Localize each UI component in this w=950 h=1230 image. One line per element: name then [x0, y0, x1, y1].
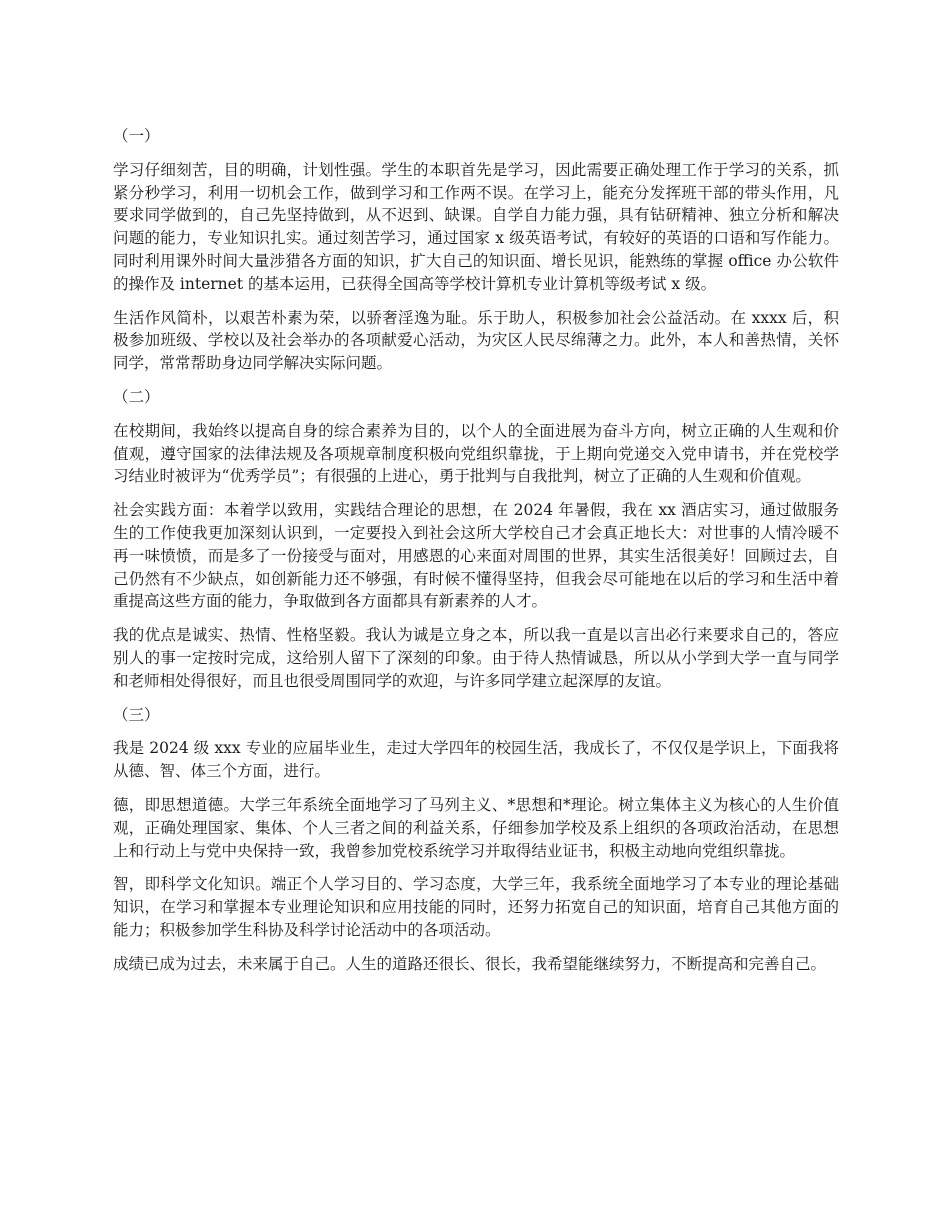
section-heading-3: （三）	[113, 705, 160, 724]
paragraph-morality: 德，即思想道德。大学三年系统全面地学习了马列主义、*思想和*理论。树立集体主义为核心的人生价值观，正确处理国家、集体、个人三者之间的利益关系，仔细参加学校及系上组织的各项政治活动，在思想上和行动上与党中央保持一致，我曾参加党校系统学习并取得结业证书，积极主动地向党组织靠拢。	[113, 795, 839, 860]
paragraph-knowledge: 智，即科学文化知识。端正个人学习目的、学习态度，大学三年，我系统全面地学习了本专业的理论基础知识，在学习和掌握本专业理论知识和应用技能的同时，还努力拓宽自己的知识面，培育自己其他方面的能力；积极参加学生科协及科学讨论活动中的各项活动。	[113, 875, 839, 939]
document-page	[113, 125, 839, 987]
paragraph-introduction: 我是 2024 级 xxx 专业的应届毕业生，走过大学四年的校园生活，我成长了，不仅仅是学识上，下面我将从德、智、体三个方面，进行。	[113, 739, 839, 781]
section-heading-2: （二）	[113, 387, 160, 406]
paragraph-strengths: 我的优点是诚实、热情、性格坚毅。我认为诚是立身之本，所以我一直是以言出必行来要求自己的，答应别人的事一定按时完成，这给别人留下了深刻的印象。由于待人热情诚恳，所以从小学到大学一直与同学和老师相处得很好，而且也很受周围同学的欢迎，与许多同学建立起深厚的友谊。	[113, 626, 839, 690]
section-heading-1: （一）	[113, 127, 160, 145]
paragraph-conclusion: 成绩已成为过去，未来属于自己。人生的道路还很长、很长，我希望能继续努力，不断提高和完善自己。	[113, 954, 827, 973]
paragraph-social-practice: 社会实践方面：本着学以致用，实践结合理论的思想，在 2024 年暑假，我在 xx 酒店实习，通过做服务生的工作使我更加深刻认识到，一定要投入到社会这所大学校自己才会真正地长大：对世事的人情冷暖不再一味愤愤，而是多了一份接受与面对，用感恩的心来面对周围的世界，其实生活很美好！回顾过去，自己仍然有不少缺点，如创新能力还不够强，有时候不懂得坚持，但我会尽可能地在以后的学习和生活中着重提高这些方面的能力，争取做到各方面都具有新素养的人才。	[113, 501, 839, 611]
paragraph-study: 学习仔细刻苦，目的明确，计划性强。学生的本职首先是学习，因此需要正确处理工作于学习的关系，抓紧分秒学习，利用一切机会工作，做到学习和工作两不误。在学习上，能充分发挥班干部的带头作用，凡要求同学做到的，自己先坚持做到，从不迟到、缺课。自学自力能力强，具有钻研精神、独立分析和解决问题的能力，专业知识扎实。通过刻苦学习，通过国家 x 级英语考试，有较好的英语的口语和写作能力。同时利用课外时间大量涉猎各方面的知识，扩大自己的知识面、增长见识，能熟练的掌握 office 办公软件的操作及 internet 的基本运用，已获得全国高等学校计算机专业计算机等级考试 x 级。	[113, 160, 839, 293]
paragraph-school-period: 在校期间，我始终以提高自身的综合素养为目的，以个人的全面进展为奋斗方向，树立正确的人生观和价值观，遵守国家的法律法规及各项规章制度积极向党组织靠拢，于上期向党递交入党申请书，并在党校学习结业时被评为“优秀学员”；有很强的上进心，勇于批判与自我批判，树立了正确的人生观和价值观。	[113, 421, 839, 486]
paragraph-lifestyle: 生活作风简朴，以艰苦朴素为荣，以骄奢淫逸为耻。乐于助人，积极参加社会公益活动。在 xxxx 后，积极参加班级、学校以及社会举办的各项献爱心活动，为灾区人民尽绵薄之力。此外，本人和善热情，关怀同学，常常帮助身边同学解决实际问题。	[113, 308, 839, 373]
